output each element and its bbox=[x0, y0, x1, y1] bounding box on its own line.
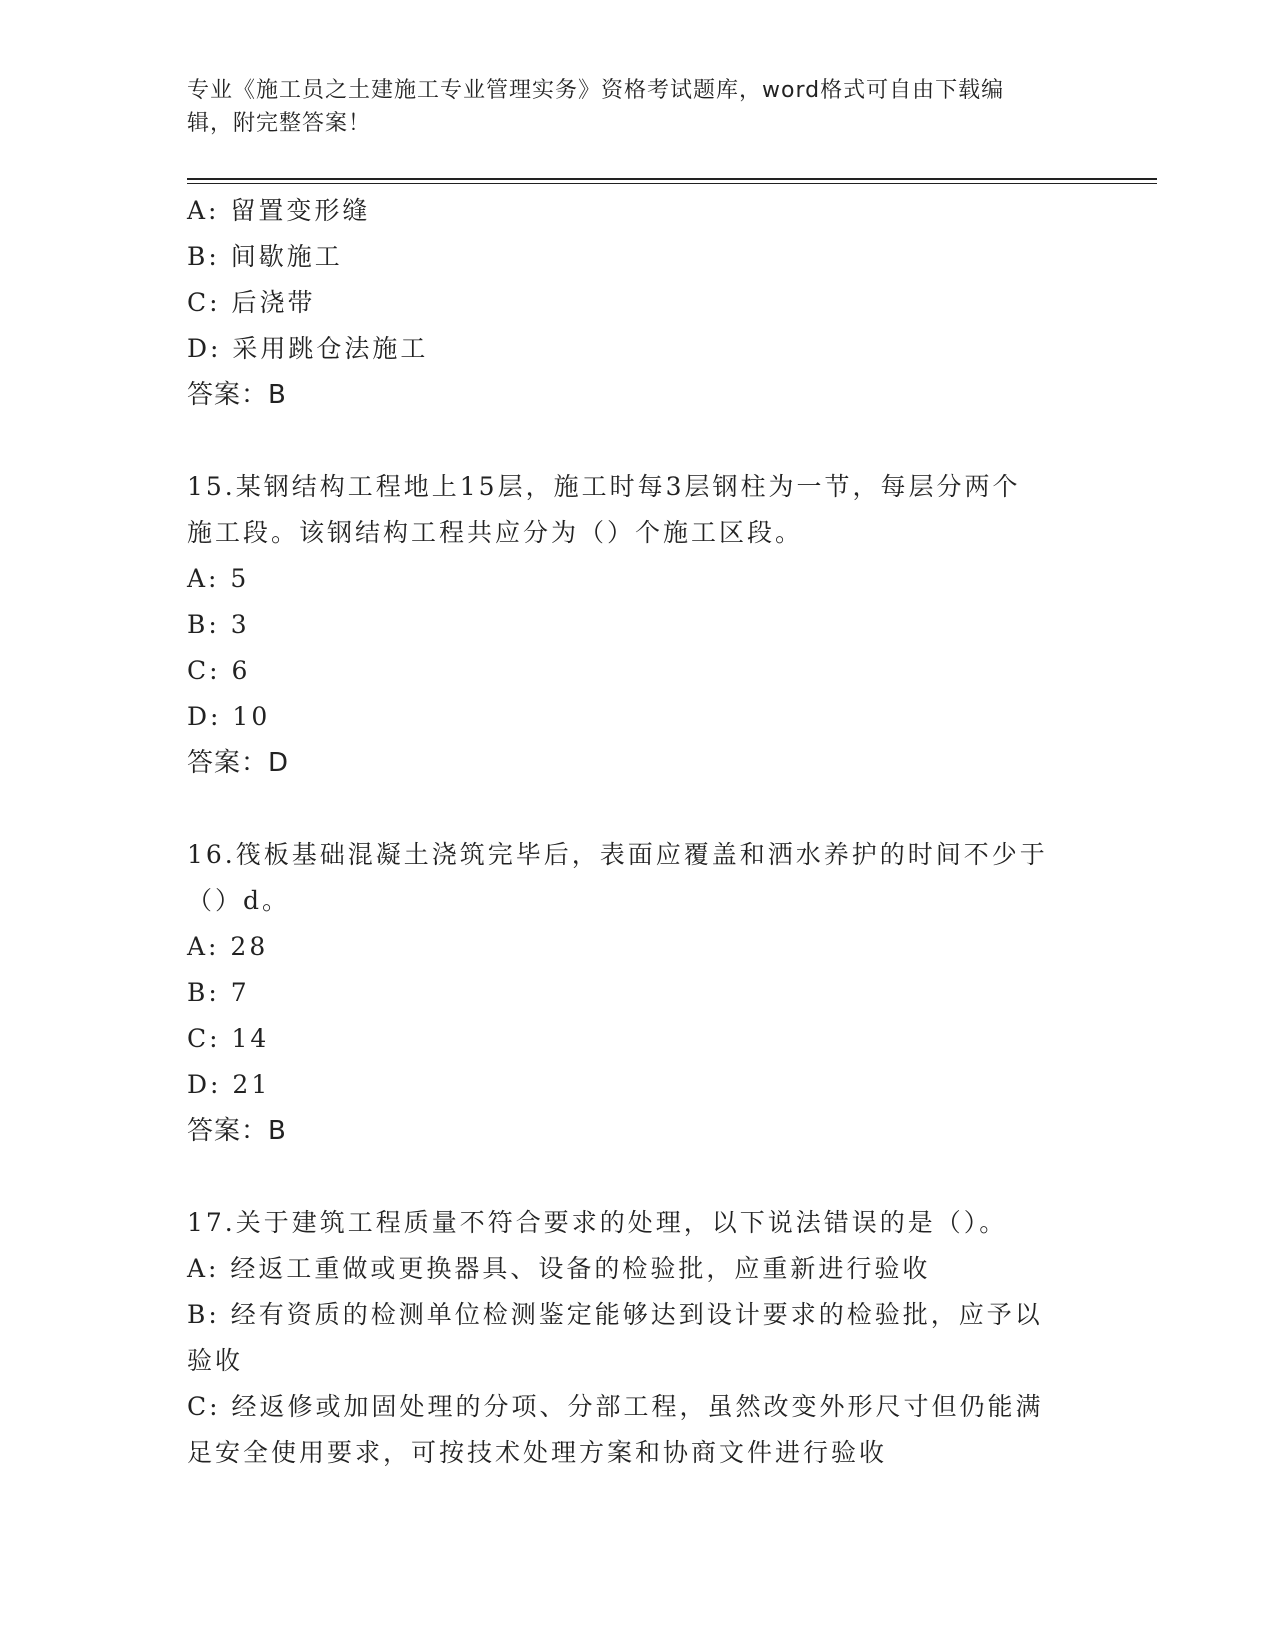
option-a: A: 28 bbox=[187, 932, 269, 961]
question-stem-continued: 施工段。该钢结构工程共应分为（）个施工区段。 bbox=[187, 518, 804, 547]
option-d: D: 采用跳仓法施工 bbox=[187, 334, 429, 363]
option-d: D: 10 bbox=[187, 702, 271, 731]
spacer bbox=[187, 418, 1087, 464]
question-stem: 16.筏板基础混凝土浇筑完毕后，表面应覆盖和洒水养护的时间不少于 bbox=[187, 840, 1048, 869]
option-b: B: 3 bbox=[187, 610, 250, 639]
option-c: C: 经返修或加固处理的分项、分部工程，虽然改变外形尺寸但仍能满 bbox=[187, 1392, 1044, 1421]
option-c-continued: 足安全使用要求，可按技术处理方案和协商文件进行验收 bbox=[187, 1438, 888, 1467]
option-a: A: 留置变形缝 bbox=[187, 196, 371, 225]
option-b: B: 间歇施工 bbox=[187, 242, 343, 271]
option-b-continued: 验收 bbox=[187, 1346, 244, 1375]
answer: 答案：B bbox=[187, 380, 287, 410]
question-stem: 15.某钢结构工程地上15层，施工时每3层钢柱为一节，每层分两个 bbox=[187, 472, 1021, 501]
document-header bbox=[187, 74, 1087, 140]
option-b: B: 经有资质的检测单位检测鉴定能够达到设计要求的检验批，应予以 bbox=[187, 1300, 1043, 1329]
header-divider-thin bbox=[187, 183, 1157, 184]
option-c: C: 6 bbox=[187, 656, 251, 685]
option-b: B: 7 bbox=[187, 978, 250, 1007]
header-line-2: 辑，附完整答案！ bbox=[187, 111, 372, 136]
spacer bbox=[187, 1154, 1087, 1200]
option-a: A: 经返工重做或更换器具、设备的检验批，应重新进行验收 bbox=[187, 1254, 931, 1283]
question-16 bbox=[187, 832, 1087, 1154]
option-c: C: 后浇带 bbox=[187, 288, 316, 317]
question-15 bbox=[187, 464, 1087, 786]
question-14 bbox=[187, 188, 1087, 418]
option-a: A: 5 bbox=[187, 564, 250, 593]
spacer bbox=[187, 786, 1087, 832]
answer: 答案：B bbox=[187, 1116, 287, 1146]
option-c: C: 14 bbox=[187, 1024, 270, 1053]
question-stem: 17.关于建筑工程质量不符合要求的处理，以下说法错误的是（）。 bbox=[187, 1208, 1008, 1237]
header-line-1: 专业《施工员之土建施工专业管理实务》资格考试题库，word格式可自由下载编 bbox=[187, 78, 1005, 103]
question-content bbox=[187, 188, 1087, 1476]
question-stem-continued: （）d。 bbox=[187, 886, 291, 915]
question-17 bbox=[187, 1200, 1087, 1476]
option-d: D: 21 bbox=[187, 1070, 271, 1099]
header-divider-thick bbox=[187, 178, 1157, 180]
answer: 答案：D bbox=[187, 748, 290, 778]
